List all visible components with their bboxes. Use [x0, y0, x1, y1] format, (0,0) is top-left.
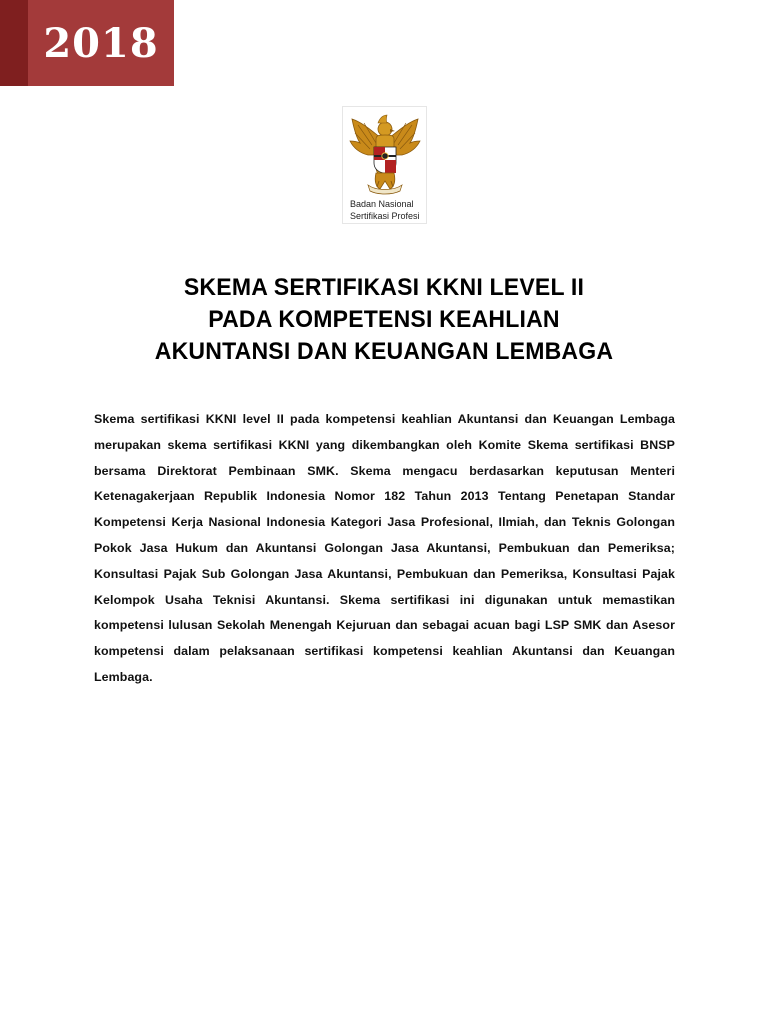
logo-caption [350, 198, 420, 222]
logo-caption-line-2: Sertifikasi Profesi [350, 211, 420, 221]
title-line-2: PADA KOMPETENSI KEAHLIAN [208, 306, 560, 333]
year-label: 2018 [43, 19, 159, 67]
garuda-pancasila-emblem-icon [346, 111, 424, 195]
year-accent-band [0, 0, 28, 86]
document-title [73, 272, 695, 368]
year-badge [28, 0, 174, 86]
title-line-1: SKEMA SERTIFIKASI KKNI LEVEL II [183, 274, 585, 301]
logo-caption-line-1: Badan Nasional [350, 199, 414, 209]
intro-paragraph: Skema sertifikasi KKNI level II pada kompetensi keahlian Akuntansi dan Keuangan Lembaga merupakan skema sertifikasi KKNI yang dikembangkan oleh Komite Skema sertifikasi BNSP bersama Direktorat Pembinaan SMK. Skema mengacu berdasarkan keputusan Menteri Ketenagakerjaan Republik Indonesia Nomor 182 Tahun 2013 Tentang Penetapan Standar Kompetensi Kerja Nasional Indonesia Kategori Jasa Profesional, Ilmiah, dan Teknis Golongan Pokok Jasa Hukum dan Akuntansi Golongan Jasa Akuntansi, Pembukuan dan Pemeriksa; Konsultasi Pajak Sub Golongan Jasa Akuntansi, Pembukuan dan Pemeriksa, Konsultasi Pajak Kelompok Usaha Teknisi Akuntansi. Skema sertifikasi ini digunakan untuk memastikan kompetensi lulusan Sekolah Menengah Kejuruan dan sebagai acuan bagi LSP SMK dan Asesor kompetensi dalam pelaksanaan sertifikasi kompetensi keahlian Akuntansi dan Keuangan Lembaga. [94, 412, 675, 684]
title-line-3: AKUNTANSI DAN KEUANGAN LEMBAGA [154, 338, 614, 365]
bnsp-logo [342, 106, 427, 224]
